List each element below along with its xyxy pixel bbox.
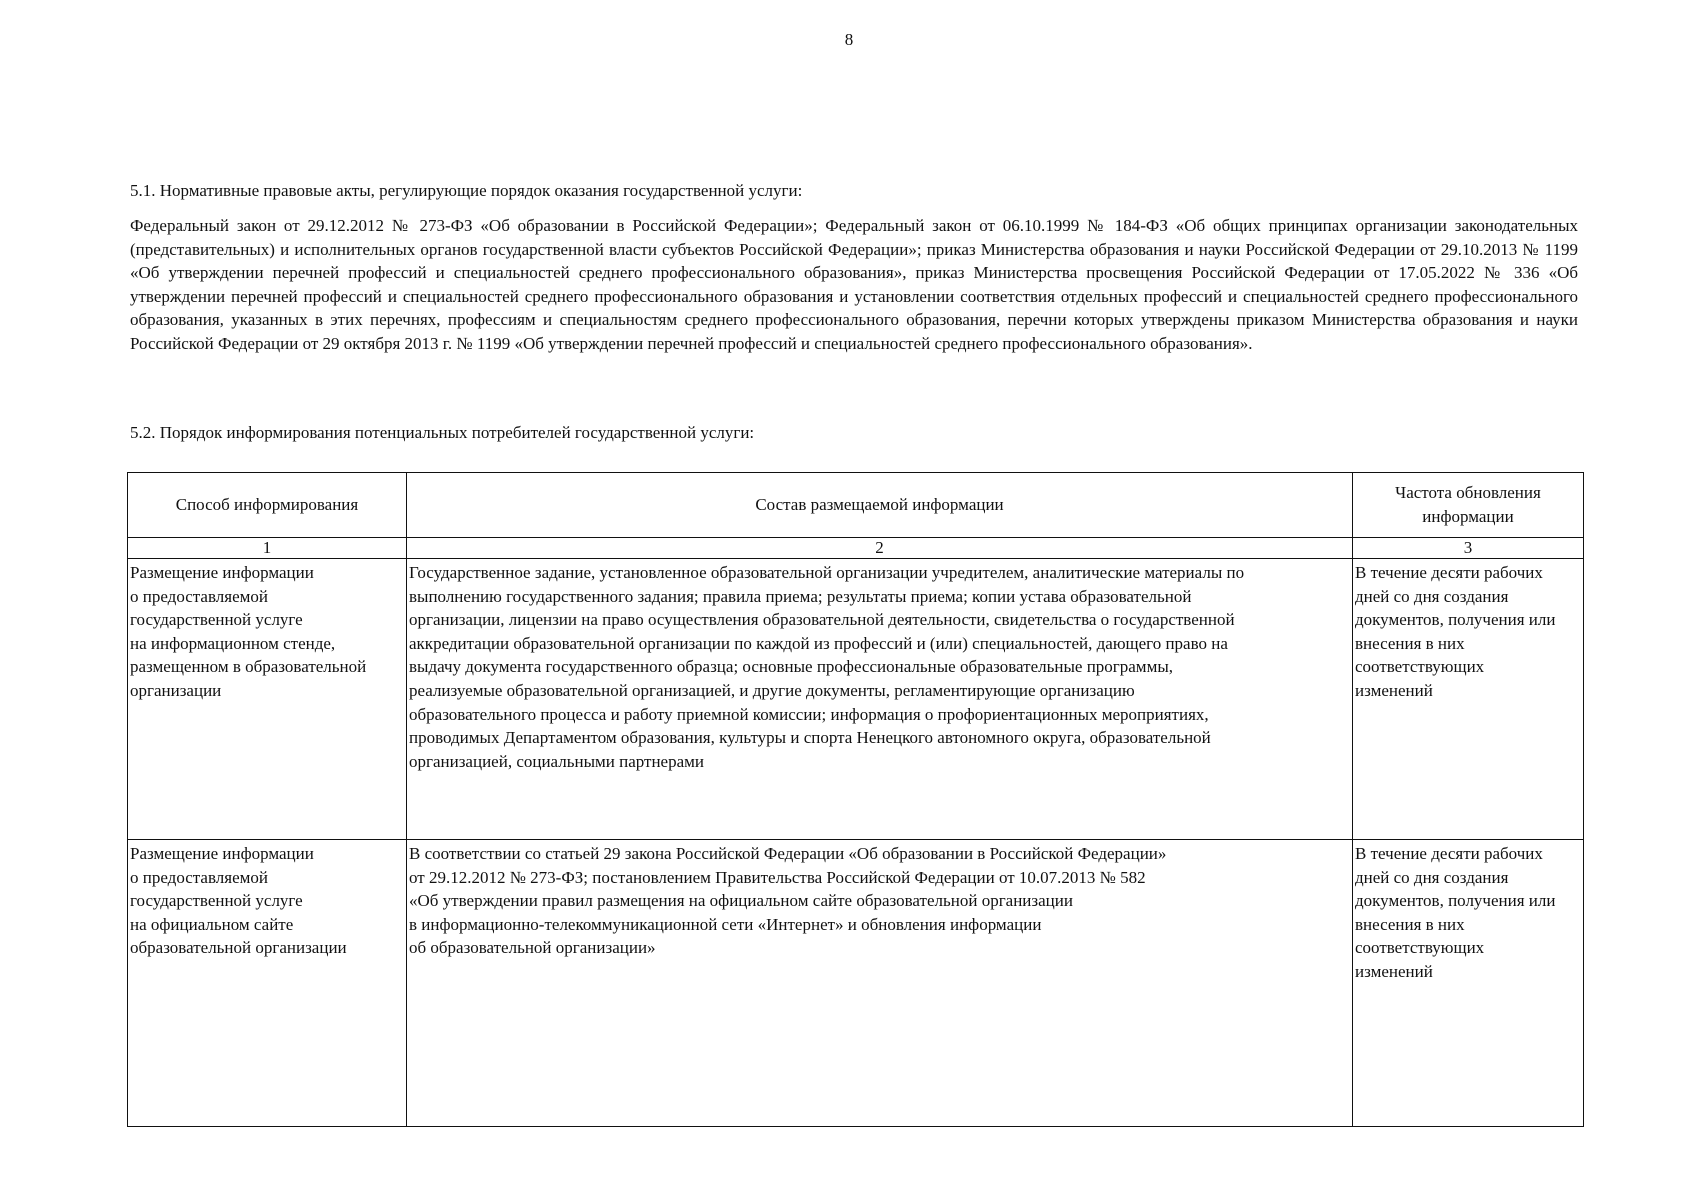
column-number: 3 [1353, 538, 1584, 559]
section-5-1-text: Федеральный закон от 29.12.2012 № 273-ФЗ «Об образовании в Российской Федерации»; Федеральный закон от 06.10.1999 № 184-ФЗ «Об общих принципах организации законодательных (представительных) и исполнительных органов государственной власти субъектов Российской Федерации»; приказ Министерства образования и науки Российской Федерации от 29.10.2013 № 1199 «Об утверждении перечней профессий и специальностей среднего профессионального образования», приказ Министерства просвещения Российской Федерации от 17.05.2022 № 336 «Об утверждении перечней профессий и специальностей среднего профессионального образования и установлении соответствия отдельных профессий и специальностей среднего профессионального образования, указанных в этих перечнях, профессиям и специальностям среднего профессионального образования, перечни которых утверждены приказом Министерства образования и науки Российской Федерации от 29 октября 2013 г. № 1199 «Об утверждении перечней профессий и специальностей среднего профессионального образования». [130, 216, 1578, 353]
section-5-1-heading: 5.1. Нормативные правовые акты, регулирующие порядок оказания государственной услуги: [130, 181, 803, 200]
method-cell: Размещение информации о предоставляемой государственной услуге на официальном сайте образовательной организации [128, 840, 407, 1127]
method-cell: Размещение информации о предоставляемой государственной услуге на информационном стенде, размещенном в образовательной организации [128, 559, 407, 840]
header-content: Состав размещаемой информации [407, 473, 1353, 538]
page-number: 8 [844, 30, 854, 49]
column-number: 2 [407, 538, 1353, 559]
content-cell: Государственное задание, установленное образовательной организации учредителем, аналитические материалы по выполнению государственного задания; правила приема; результаты приема; копии устава образовательной организации, лицензии на право осуществления образовательной деятельности, свидетельства о государственной аккредитации образовательной организации по каждой из профессий и (или) специальностей, дающего право на выдачу документа государственного образца; основные профессиональные образовательные программы, реализуемые образовательной организацией, и другие документы, регламентирующие организацию образовательного процесса и работу приемной комиссии; информация о профориентационных мероприятиях, проводимых Департаментом образования, культуры и спорта Ненецкого автономного округа, образовательной организацией, социальными партнерами [407, 559, 1353, 840]
section-5-2-heading: 5.2. Порядок информирования потенциальных потребителей государственной услуги: [130, 423, 755, 442]
column-number: 1 [128, 538, 407, 559]
header-frequency: Частота обновления информации [1353, 473, 1584, 538]
information-table [127, 472, 1584, 1127]
frequency-cell: В течение десяти рабочих дней со дня создания документов, получения или внесения в них соответствующих изменений [1353, 559, 1584, 840]
column-number-row [128, 538, 1584, 559]
frequency-cell: В течение десяти рабочих дней со дня создания документов, получения или внесения в них соответствующих изменений [1353, 840, 1584, 1127]
table-header-row [128, 473, 1584, 538]
header-method: Способ информирования [128, 473, 407, 538]
content-cell: В соответствии со статьей 29 закона Российской Федерации «Об образовании в Российской Федерации» от 29.12.2012 № 273-ФЗ; постановлением Правительства Российской Федерации от 10.07.2013 № 582 «Об утверждении правил размещения на официальном сайте образовательной организации в информационно-телекоммуникационной сети «Интернет» и обновления информации об образовательной организации» [407, 840, 1353, 1127]
table-row [128, 840, 1584, 1127]
table-row [128, 559, 1584, 840]
